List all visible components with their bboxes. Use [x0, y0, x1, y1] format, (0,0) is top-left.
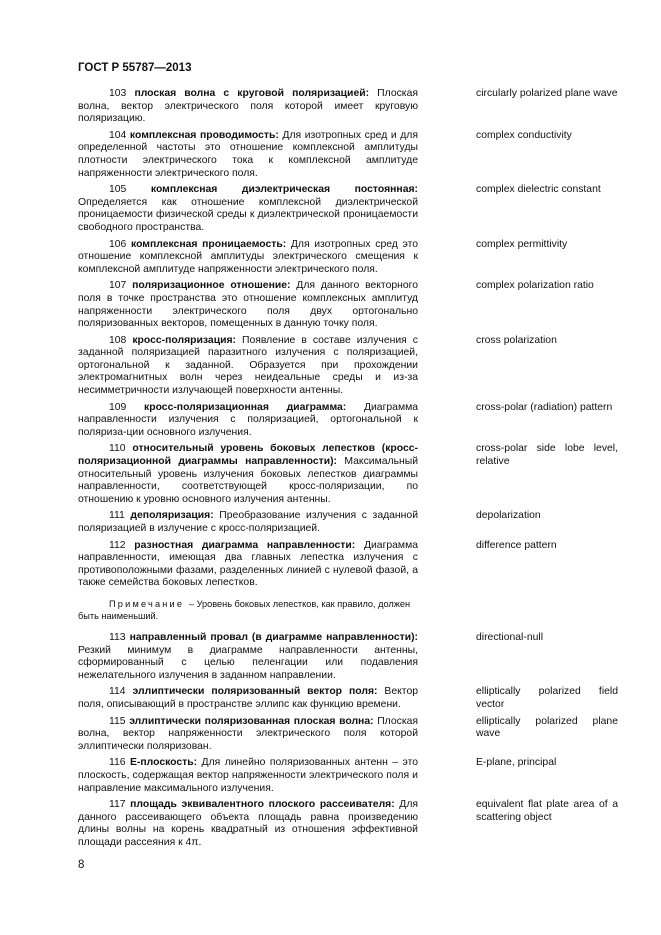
term-text: Плоская волна, вектор напряженности электрического поля которой эллиптически поляризован.: [78, 715, 418, 752]
term-entry: [78, 632, 618, 682]
term-definition-ru: [78, 510, 418, 535]
term-number: 112: [109, 539, 135, 551]
term-english: elliptically polarized plane wave: [476, 715, 618, 740]
term-definition-ru: [78, 280, 418, 330]
term-entry: [78, 402, 618, 440]
term-entry: [78, 88, 618, 126]
term-entry: [78, 335, 618, 398]
term-english: complex conductivity: [476, 129, 572, 141]
page-number: 8: [78, 859, 85, 871]
term-text: Преобразование излучения с заданной поляризацией в излучение с кросс-поляризацией.: [78, 510, 418, 534]
term-name: эллиптически поляризованный вектор поля:: [132, 686, 378, 698]
term-number: 115: [109, 715, 130, 727]
term-definition-ru: [78, 184, 418, 234]
term-number: 116: [109, 757, 130, 769]
term-definition-ru: [78, 757, 418, 795]
term-name: относительный уровень боковых лепестков (кросс-поляризационной диаграммы направленности):: [78, 443, 419, 468]
term-text: Вектор поля, описывающий в пространстве эллипс как функцию времени.: [78, 686, 419, 710]
term-text: Резкий минимум в диаграмме направленности антенны, сформированный с целью пеленгации или подавления нежелательного излучения в заданном направлении.: [78, 644, 418, 681]
term-definition-ru: [78, 632, 418, 682]
term-entry: [78, 799, 618, 849]
term-english: equivalent flat plate area of a scattering object: [476, 799, 618, 823]
term-text: Для данного рассеивающего объекта площадь равна произведению длины волны на корень квадратный из отношения эффективной площади рассеяния к 4π.: [78, 799, 419, 848]
term-entry: [78, 716, 618, 754]
term-number: 117: [109, 799, 131, 811]
term-english: E-plane, principal: [476, 757, 557, 769]
term-english: complex dielectric constant: [476, 184, 601, 196]
term-entry: [78, 443, 618, 506]
term-name: плоская волна с круговой поляризацией:: [134, 88, 370, 99]
term-definition-ru: [78, 540, 418, 590]
term-number: 108: [109, 334, 133, 346]
term-definition-ru: [78, 716, 418, 754]
term-entry: [78, 184, 618, 234]
term-entry: [78, 510, 618, 535]
term-english: elliptically polarized field vector: [476, 686, 618, 710]
term-definition-ru: [78, 443, 418, 506]
term-english: difference pattern: [476, 539, 557, 551]
term-name: комплексная проводимость:: [129, 129, 279, 141]
term-definition-ru: [78, 88, 418, 126]
term-number: 113: [109, 631, 130, 643]
term-name: комплексная диэлектрическая постоянная:: [150, 184, 418, 196]
term-entry: [78, 686, 618, 711]
term-english: circularly polarized plane wave: [476, 88, 618, 99]
term-number: 105: [109, 184, 151, 196]
term-number: 103: [109, 88, 135, 99]
term-english: complex polarization ratio: [476, 280, 594, 292]
note-text: – Уровень боковых лепестков, как правило, должен быть наименьший.: [78, 598, 411, 621]
term-name: кросс-поляризация:: [132, 334, 236, 346]
term-name: направленный провал (в диаграмме направленности):: [129, 631, 418, 643]
term-text: Для линейно поляризованных антенн – это плоскость, содержащая вектор напряженности электрического поля и направление максимального излучения.: [78, 757, 419, 794]
term-english: cross-polar side lobe level, relative: [476, 443, 618, 468]
term-text: Определяется как отношение комплексной диэлектрической проницаемости физической среды к диэлектрической проницаемости свободного пространства.: [78, 196, 418, 233]
term-definition-ru: [78, 239, 418, 277]
term-text: Для изотропных сред это отношение комплексной амплитуды электрического смещения к комплексной амплитуде напряженности электрического поля.: [78, 238, 418, 275]
term-name: кросс-поляризационная диаграмма:: [144, 401, 347, 413]
note-label: Примечание: [109, 598, 189, 609]
term-english: directional-null: [476, 631, 543, 643]
term-number: 111: [109, 510, 131, 522]
term-text: Диаграмма направленности излучения с поляризацией, ортогональной к поляриза-ции основного излучения.: [78, 401, 419, 438]
term-number: 109: [109, 401, 145, 413]
term-name: площадь эквивалентного плоского рассеивателя:: [130, 799, 395, 811]
term-name: эллиптически поляризованная плоская волна:: [129, 715, 374, 727]
term-definition-ru: [78, 686, 418, 711]
term-number: 114: [109, 686, 133, 698]
term-text: Диаграмма направленности, имеющая два главных лепестка излучения с противоположными фазами, разделенных линией с нулевой фазой, а также семейства боковых лепестков.: [78, 539, 418, 589]
term-definition-ru: [78, 799, 418, 849]
term-entry: [78, 239, 618, 277]
term-text: Плоская волна, вектор электрического поля которой имеет круговую поляризацию.: [78, 88, 418, 125]
term-text: Максимальный относительный уровень излучения боковых лепестков диаграммы направленности, соответствующей кросс-поляризации, по отношению к уровню основного излучения антенны.: [78, 456, 418, 505]
document-header: ГОСТ Р 55787—2013: [78, 62, 192, 74]
term-number: 107: [109, 280, 133, 292]
term-definition-ru: [78, 130, 418, 180]
term-english: complex permittivity: [476, 238, 568, 250]
term-english: cross-polar (radiation) pattern: [476, 401, 613, 413]
terms-list: [78, 88, 618, 853]
note: [78, 598, 418, 622]
term-name: поляризационное отношение:: [132, 280, 291, 292]
term-definition-ru: [78, 335, 418, 398]
term-name: комплексная проницаемость:: [131, 238, 287, 250]
term-text: Для данного векторного поля в точке пространства это отношение комплексных амплитуд напряженности электрического поля двух ортогонально поляризованных векторов, помещенных в данную точку поля.: [78, 280, 418, 330]
term-name: Е-плоскость:: [130, 757, 198, 769]
term-text: Появление в составе излучения с заданной поляризацией паразитного излучения с поляризацией, ортогональной к заданной. Образуется при прохождении электромагнитных волн через неидеальные среды и из-за несимметричности излучающей поверхности антенны.: [78, 334, 418, 397]
term-entry: [78, 130, 618, 180]
term-english: depolarization: [476, 510, 541, 522]
term-name: разностная диаграмма направленности:: [134, 539, 356, 551]
term-definition-ru: [78, 402, 418, 440]
term-entry: [78, 280, 618, 330]
term-number: 104: [109, 129, 130, 141]
term-english: cross polarization: [476, 334, 557, 346]
term-entry: [78, 757, 618, 795]
term-name: деполяризация:: [130, 510, 214, 522]
term-text: Для изотропных сред и для определенной частоты это отношение комплексной амплитуды плотности электрического тока к комплексной амплитуде напряженности электрического поля.: [78, 129, 418, 179]
term-number: 106: [109, 238, 132, 250]
term-number: 110: [109, 443, 133, 455]
term-entry: [78, 540, 618, 590]
